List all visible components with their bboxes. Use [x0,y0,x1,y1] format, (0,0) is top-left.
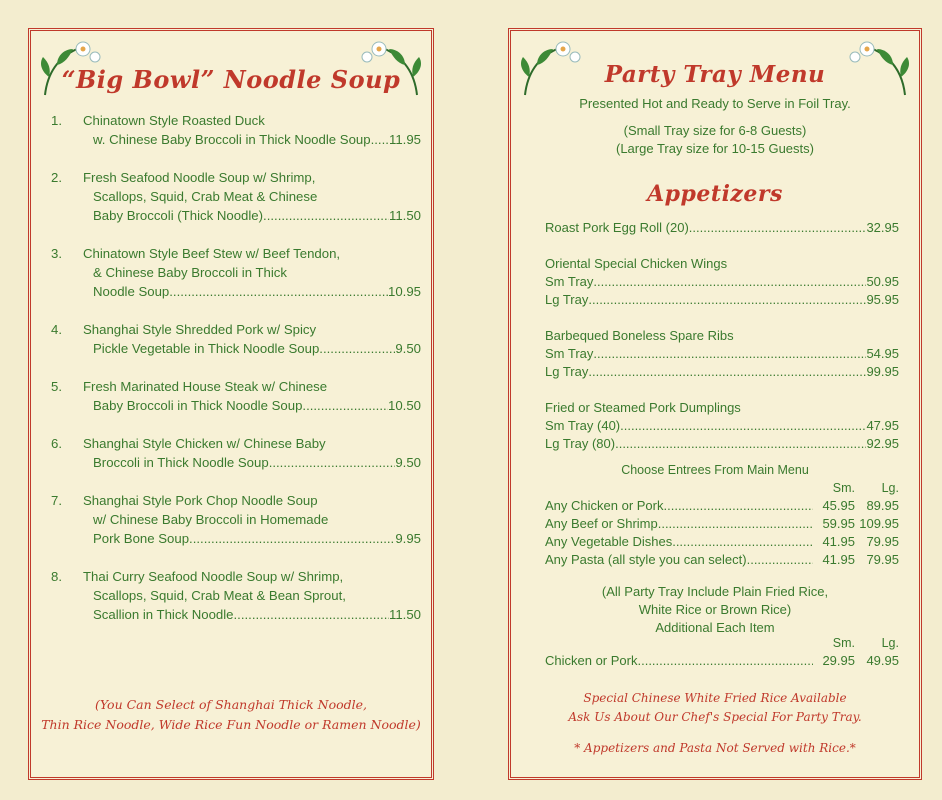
appetizer-row [545,345,899,363]
soup-section-title: “Big Bowl” Noodle Soup [61,65,401,94]
special-notes [511,689,919,727]
entree-row [545,551,899,569]
soup-item-price: 9.50 [395,455,421,470]
entree-label: Any Pasta (all style you can select) [545,552,747,567]
chef-special-note: Ask Us About Our Chef's Special For Party Tray. [568,710,862,724]
soup-item [51,567,421,624]
soup-item-desc-last: Broccoli in Thick Noodle Soup [93,455,269,470]
soup-item-number: 4. [51,322,62,337]
appetizer-group [545,255,899,309]
soup-item-desc-line: & Chinese Baby Broccoli in Thick [93,265,287,280]
soup-item-desc-line: Thai Curry Seafood Noodle Soup w/ Shrimp, [83,569,344,584]
appetizer-list [545,219,899,471]
soup-item-desc-last: Pickle Vegetable in Thick Noodle Soup [93,341,320,356]
soup-item-number: 5. [51,379,62,394]
appetizer-row-label: Sm Tray [545,346,594,361]
soup-item-price: 10.50 [387,398,421,413]
entree-table [545,497,899,569]
appetizer-row-label: Lg Tray [545,292,589,307]
appetizer-row-label: Lg Tray (80) [545,436,616,451]
additional-column-headers [545,635,899,651]
soup-item-desc-line: Scallops, Squid, Crab Meat & Chinese [93,189,318,204]
soup-item [51,244,421,301]
soup-item [51,111,421,149]
entree-lg-price: 79.95 [866,552,899,567]
soup-list [51,111,421,643]
rice-note-line-1: (All Party Tray Include Plain Fried Rice, [601,584,829,599]
entree-heading: Choose Entrees From Main Menu [621,463,809,477]
soup-item-price: 11.50 [388,607,421,622]
entree-lg-price: 89.95 [866,498,899,513]
no-rice-note: * Appetizers and Pasta Not Served with Rice.* [574,741,856,755]
entree-row [545,497,899,515]
soup-item-number: 7. [51,493,62,508]
appetizer-group [545,399,899,453]
soup-item [51,491,421,548]
appetizers-title: Appetizers [647,181,783,207]
soup-item-number: 6. [51,436,62,451]
soup-item-desc-last: Baby Broccoli (Thick Noodle) [93,208,264,223]
soup-item-price-line [83,206,421,225]
large-tray-size: (Large Tray size for 10-15 Guests) [616,141,814,156]
appetizer-group [545,327,899,381]
soup-item-price-line [83,396,421,415]
soup-item-number: 3. [51,246,62,261]
col-lg-label: Lg. [881,481,899,495]
soup-item-price-line [83,339,421,358]
soup-item-desc-line: w/ Chinese Baby Broccoli in Homemade [93,512,329,527]
additional-item-table [545,652,899,670]
appetizer-row-price: 47.95 [866,418,899,433]
soup-item-desc-last: Baby Broccoli in Thick Noodle Soup [93,398,303,413]
appetizer-row [545,291,899,309]
appetizer-row [545,435,899,453]
soup-item-price: 11.50 [388,208,421,223]
rice-note [511,583,919,637]
appetizer-row-price: 99.95 [866,364,899,379]
soup-item-desc-last: w. Chinese Baby Broccoli in Thick Noodle Soup [93,132,371,147]
soup-item-price: 9.50 [395,341,421,356]
egg-roll-price: 32.95 [866,220,899,235]
appetizer-row [545,363,899,381]
noodle-note-line-2: Thin Rice Noodle, Wide Rice Fun Noodle or Ramen Noodle) [41,717,421,732]
appetizer-row-price: 50.95 [866,274,899,289]
soup-item-desc-line: Scallops, Squid, Crab Meat & Bean Sprout, [93,588,346,603]
appetizer-row-price: 95.95 [866,292,899,307]
appetizer-row-label: Sm Tray (40) [545,418,621,433]
appetizer-row-label: Sm Tray [545,274,594,289]
soup-item [51,320,421,358]
appetizer-groups [545,255,899,453]
soup-item-desc-line: Chinatown Style Roasted Duck [83,113,265,128]
small-tray-size: (Small Tray size for 6-8 Guests) [623,123,807,138]
noodle-choice-note [31,695,431,735]
soup-item-price-line [83,282,421,301]
soup-item-price-line [83,605,421,624]
soup-item-number: 8. [51,569,62,584]
appetizer-row-price: 92.95 [866,436,899,451]
soup-item-desc-line: Shanghai Style Chicken w/ Chinese Baby [83,436,326,451]
appetizer-group-title: Barbequed Boneless Spare Ribs [545,328,734,343]
entree-sm-price: 41.95 [822,534,855,549]
appetizer-row [545,417,899,435]
col-lg-label-2: Lg. [881,636,899,650]
soup-item-desc-last: Scallion in Thick Noodle [93,607,234,622]
rice-note-line-2: White Rice or Brown Rice) [638,602,792,617]
soup-item-price-line [83,130,421,149]
tray-sizes [511,122,919,158]
soup-item [51,168,421,225]
soup-item-desc-last: Noodle Soup [93,284,170,299]
soup-item-price: 11.95 [388,132,421,147]
entree-row [545,533,899,551]
egg-roll-row [545,219,899,237]
entree-label: Any Chicken or Pork [545,498,664,513]
party-tray-title: Party Tray Menu [604,61,826,88]
soup-item-desc-line: Chinatown Style Beef Stew w/ Beef Tendon, [83,246,341,261]
entree-sm-price: 59.95 [822,516,855,531]
soup-item-price-line [83,529,421,548]
soup-item-desc-line: Fresh Seafood Noodle Soup w/ Shrimp, [83,170,316,185]
soup-item-number: 1. [51,113,62,128]
entree-lg-price: 109.95 [859,516,899,531]
additional-item-lg: 49.95 [866,653,899,668]
soup-item-desc-line: Fresh Marinated House Steak w/ Chinese [83,379,328,394]
additional-item-label: Chicken or Pork [545,653,638,668]
soup-item-desc-line: Shanghai Style Shredded Pork w/ Spicy [83,322,317,337]
soup-item-number: 2. [51,170,62,185]
party-tray-panel [508,28,922,780]
egg-roll-label: Roast Pork Egg Roll (20) [545,220,689,235]
additional-item-sm: 29.95 [822,653,855,668]
appetizer-group-title: Fried or Steamed Pork Dumplings [545,400,741,415]
noodle-soup-panel [28,28,434,780]
entree-label: Any Beef or Shrimp [545,516,658,531]
entree-sm-price: 45.95 [822,498,855,513]
entree-lg-price: 79.95 [866,534,899,549]
col-sm-label: Sm. [832,481,855,495]
noodle-note-line-1: (You Can Select of Shanghai Thick Noodle, [95,697,367,712]
appetizer-row [545,273,899,291]
entree-label: Any Vegetable Dishes [545,534,673,549]
entree-row [545,515,899,533]
appetizer-group-title: Oriental Special Chicken Wings [545,256,728,271]
soup-item-desc-last: Pork Bone Soup [93,531,190,546]
entree-column-headers [545,480,899,496]
soup-item-price: 10.95 [387,284,421,299]
appetizer-row-label: Lg Tray [545,364,589,379]
special-rice-note: Special Chinese White Fried Rice Available [583,691,847,705]
tray-subtitle: Presented Hot and Ready to Serve in Foil Tray. [579,96,851,111]
entree-sm-price: 41.95 [822,552,855,567]
appetizer-row-price: 54.95 [866,346,899,361]
additional-item-row [545,652,899,670]
additional-item-heading: Additional Each Item [655,620,775,635]
col-sm-label-2: Sm. [832,636,855,650]
soup-item-desc-line: Shanghai Style Pork Chop Noodle Soup [83,493,318,508]
soup-item [51,377,421,415]
soup-item [51,434,421,472]
soup-item-price: 9.95 [395,531,421,546]
soup-item-price-line [83,453,421,472]
